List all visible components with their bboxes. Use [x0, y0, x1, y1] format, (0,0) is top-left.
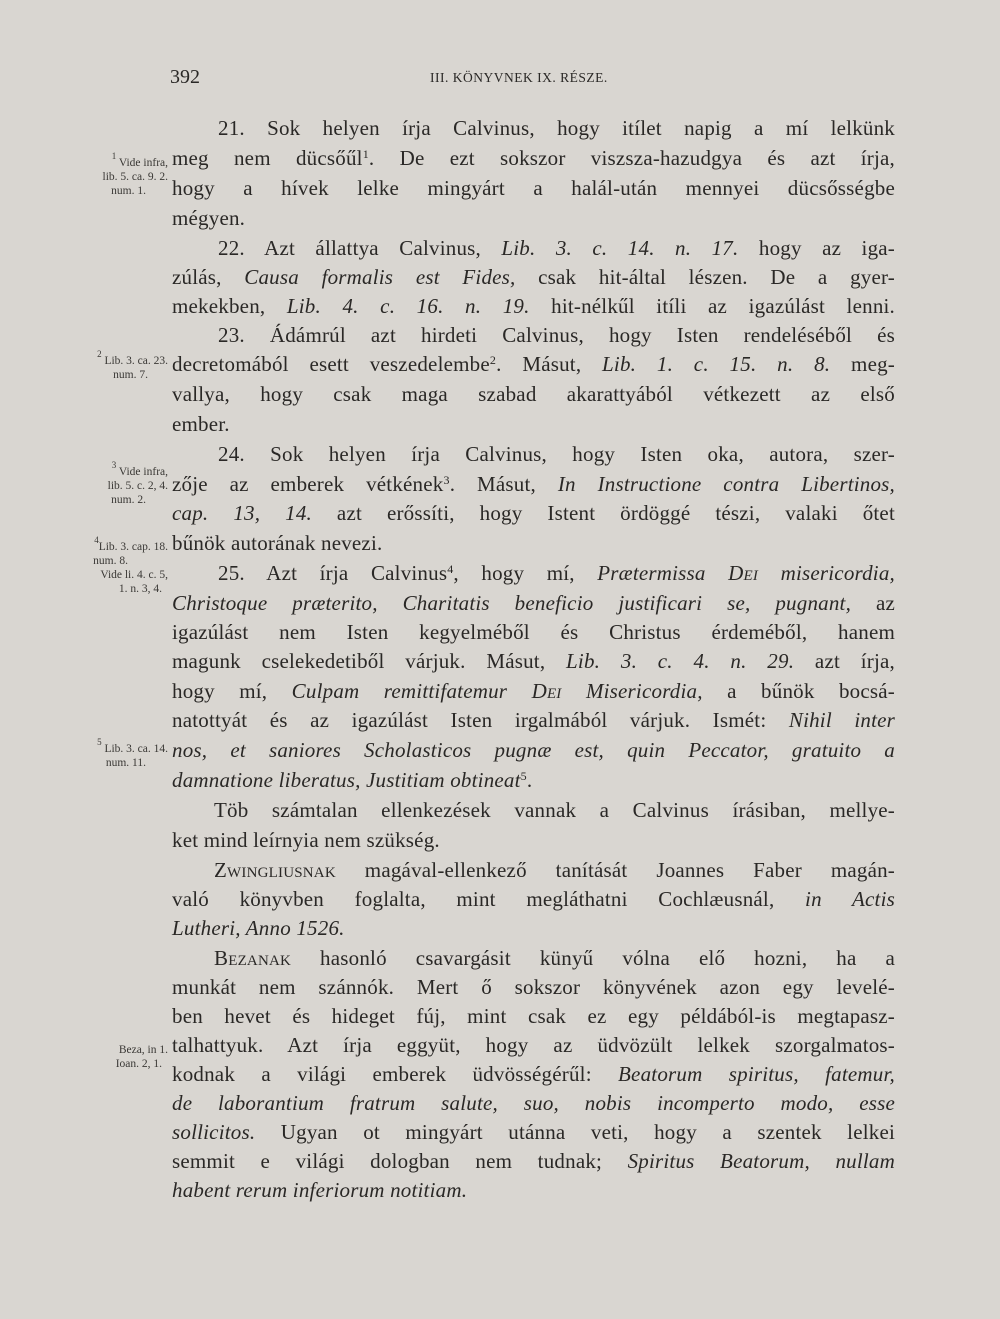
text-line: damnatione liberatus, Justitiam obtineat$^5$.	[172, 768, 533, 792]
text-line: igazúlást nem Isten kegyelméből és Christus érdeméből, hanem	[172, 620, 895, 644]
margin-note-4: $^4$Lib. 3. cap. 18. num. 8. Vide li. 4. c. 5, 1. n. 3, 4.	[93, 535, 168, 595]
text-line: 25. Azt írja Calvinus$^4$, hogy mí, Prætermissa Dei misericordia,	[218, 561, 895, 585]
page-header	[0, 66, 1000, 96]
text-line: meg nem dücsőűl$^1$. De ezt sokszor viszsza-hazudgya és azt írja,	[172, 146, 895, 170]
text-line: mégyen.	[172, 206, 246, 230]
text-line: való könyvben foglalta, mint megláthatni Cochlæusnál, in Actis	[172, 887, 895, 911]
text-line: nos, et saniores Scholasticos pugnæ est, quin Peccator, gratuito a	[172, 738, 895, 762]
text-line: hogy a hívek lelke mingyárt a halál-után mennyei dücsősségbe	[172, 176, 895, 200]
text-line: habent rerum inferiorum notitiam.	[172, 1178, 468, 1202]
text-line: Lutheri, Anno 1526.	[172, 916, 345, 940]
margin-note-beza: Beza, in 1. Ioan. 2, 1.	[115, 1044, 168, 1070]
text-line: magunk cselekedetiből várjuk. Másut, Lib. 3. c. 4. n. 29. azt írja,	[172, 649, 895, 673]
margin-note-1: $^1$ Vide infra, lib. 5. ca. 9. 2. num. 1.	[102, 151, 168, 197]
text-line: zője az emberek vétkének$^3$. Másut, In Instructione contra Libertinos,	[172, 472, 895, 496]
text-line: ket mind leírnyia nem szükség.	[172, 828, 440, 852]
text-line: talhattyuk. Azt írja eggyüt, hogy az üdvözült lelkek szorgalmatos-	[172, 1033, 895, 1057]
text-line: natottyát és az igazúlást Isten irgalmából várjuk. Ismét: Nihil inter	[172, 708, 896, 732]
text-line: ember.	[172, 412, 230, 436]
text-line: ben hevet és hideget fúj, mint csak ez egy példából-is megtapasz-	[172, 1004, 895, 1028]
text-line: kodnak a világi emberek üdvösségérűl: Beatorum spiritus, fatemur,	[172, 1062, 895, 1086]
text-line: Christoque præterito, Charitatis beneficio justificari se, pugnant, az	[172, 591, 895, 615]
text-line: 21. Sok helyen írja Calvinus, hogy itílet napig a mí lelkünk	[218, 116, 895, 140]
text-line: sollicitos. Ugyan ot mingyárt utánna veti, hogy a szentek lelkei	[172, 1120, 895, 1144]
margin-note-2: $^2$ Lib. 3. ca. 23. num. 7.	[97, 349, 168, 381]
text-line: hogy mí, Culpam remittifatemur Dei Misericordia, a bűnök bocsá-	[172, 679, 895, 703]
text-line: Töb számtalan ellenkezések vannak a Calvinus írásiban, mellye-	[214, 798, 895, 822]
text-line: zúlás, Causa formalis est Fides, csak hit-által lészen. De a gyer-	[172, 265, 895, 289]
text-line: bűnök autorának nevezi.	[172, 531, 383, 555]
text-line: cap. 13, 14. azt erőssíti, hogy Istent ördöggé tészi, valaki őtet	[172, 501, 895, 525]
running-head: III. KÖNYVNEK IX. RÉSZE.	[430, 70, 608, 85]
text-line: munkát nem szánnók. Mert ő sokszor könyvének azon egy levelé-	[172, 975, 895, 999]
margin-note-5: $^5$ Lib. 3. ca. 14. num. 11.	[97, 737, 168, 769]
text-line: mekekben, Lib. 4. c. 16. n. 19. hit-nélkűl itíli az igazúlást lenni.	[172, 294, 895, 318]
text-line: semmit e világi dologban nem tudnak; Spiritus Beatorum, nullam	[172, 1149, 895, 1173]
text-line: vallya, hogy csak maga szabad akarattyából vétkezett az első	[172, 382, 895, 406]
text-line: 23. Ádámrúl azt hirdeti Calvinus, hogy Isten rendeléséből és	[218, 323, 895, 347]
text-line: 22. Azt állattya Calvinus, Lib. 3. c. 14. n. 17. hogy az iga-	[218, 236, 895, 260]
text-line: decretomából esett veszedelembe$^2$. Másut, Lib. 1. c. 15. n. 8. meg-	[172, 352, 895, 376]
margin-note-3: $^3$ Vide infra, lib. 5. c. 2, 4. num. 2.	[107, 460, 168, 506]
text-line: Zwingliusnak magával-ellenkező tanítását Joannes Faber magán-	[214, 858, 895, 882]
text-line: de laborantium fratrum salute, suo, nobis incomperto modo, esse	[172, 1091, 895, 1115]
text-line: 24. Sok helyen írja Calvinus, hogy Isten oka, autora, szer-	[218, 442, 895, 466]
text-line: Bezanak hasonló csavargásit künyű vólna elő hozni, ha a	[214, 946, 895, 970]
page-number: 392	[170, 66, 200, 88]
